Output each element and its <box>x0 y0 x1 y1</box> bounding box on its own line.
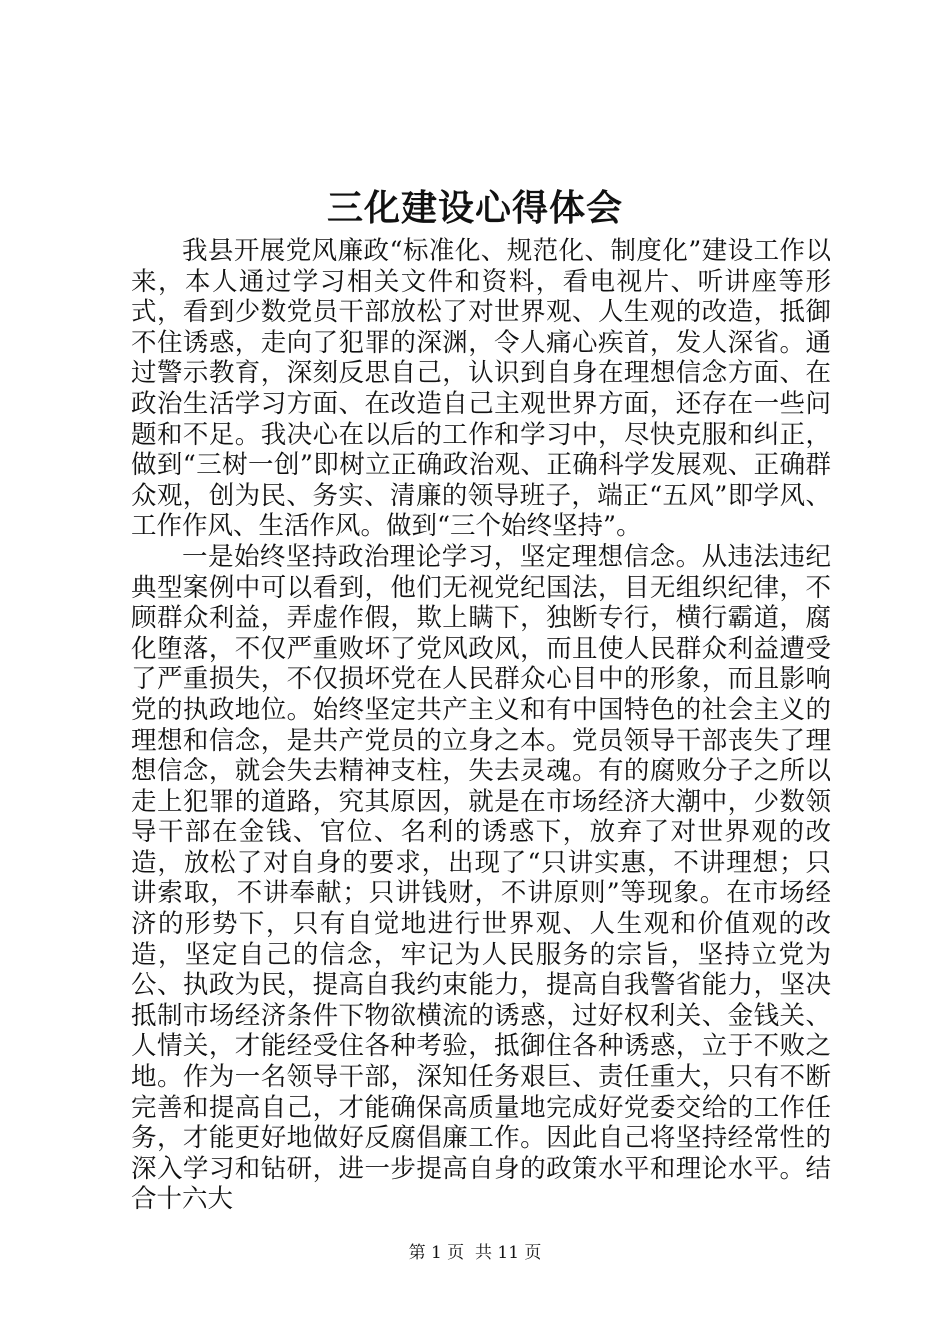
body-paragraph-intro: 我县开展党风廉政“标准化、规范化、制度化”建设工作以来，本人通过学习相关文件和资料，看电视片、听讲座等形式，看到少数党员干部放松了对世界观、人生观的改造，抵御不住诱惑，走向了犯罪的深渊，令人痛心疾首，发人深省。通过警示教育，深刻反思自己，认识到自身在理想信念方面、在政治生活学习方面、在改造自己主观世界方面，还存在一些问题和不足。我决心在以后的工作和学习中，尽快克服和纠正，做到“三树一创”即树立正确政治观、正确科学发展观、正确群众观，创为民、务实、清廉的领导班子，端正“五风”即学风、工作作风、生活作风。做到“三个始终坚持”。 <box>131 236 831 542</box>
page-footer <box>0 1241 950 1265</box>
document-body <box>131 236 831 1215</box>
page-number: 第 1 页 共 11 页 <box>408 1243 542 1263</box>
document-title: 三化建设心得体会 <box>326 187 623 229</box>
body-paragraph-first-point: 一是始终坚持政治理论学习，坚定理想信念。从违法违纪典型案例中可以看到，他们无视党纪国法，目无组织纪律，不顾群众利益，弄虚作假，欺上瞒下，独断专行，横行霸道，腐化堕落，不仅严重败坏了党风政风，而且使人民群众利益遭受了严重损失，不仅损坏党在人民群众心目中的形象，而且影响党的执政地位。始终坚定共产主义和有中国特色的社会主义的理想和信念，是共产党员的立身之本。党员领导干部丧失了理想信念，就会失去精神支柱，失去灵魂。有的腐败分子之所以走上犯罪的道路，究其原因，就是在市场经济大潮中，少数领导干部在金钱、官位、名利的诱惑下，放弃了对世界观的改造，放松了对自身的要求，出现了“只讲实惠，不讲理想；只讲索取，不讲奉献；只讲钱财，不讲原则”等现象。在市场经济的形势下，只有自觉地进行世界观、人生观和价值观的改造，坚定自己的信念，牢记为人民服务的宗旨，坚持立党为公、执政为民，提高自我约束能力，提高自我警省能力，坚决抵制市场经济条件下物欲横流的诱惑，过好权利关、金钱关、人情关，才能经受住各种考验，抵御住各种诱惑，立于不败之地。作为一名领导干部，深知任务艰巨、责任重大，只有不断完善和提高自己，才能确保高质量地完成好党委交给的工作任务，才能更好地做好反腐倡廉工作。因此自己将坚持经常性的深入学习和钻研，进一步提高自身的政策水平和理论水平。结合十六大 <box>131 541 831 1215</box>
